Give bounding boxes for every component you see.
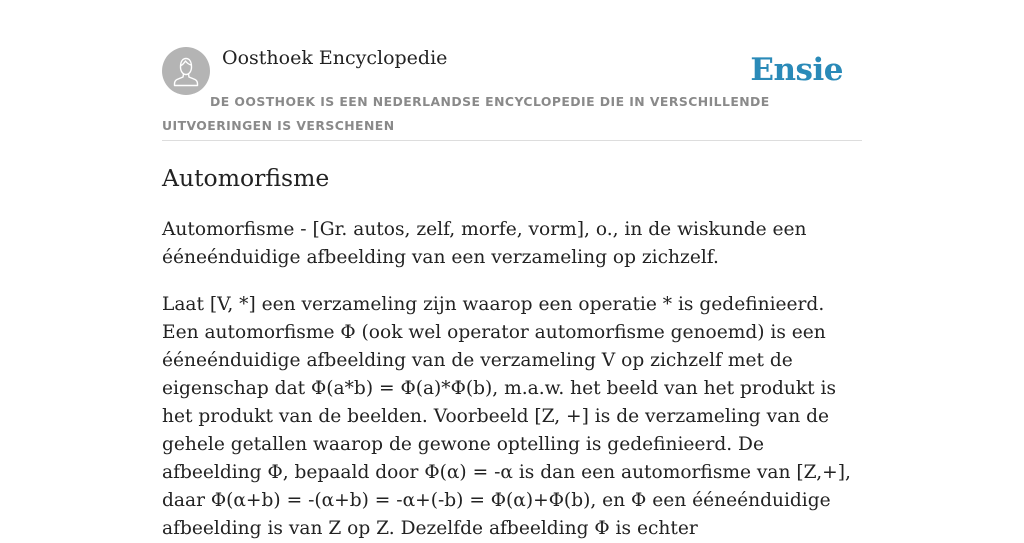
user-silhouette-icon[interactable] [162, 47, 210, 95]
site-name[interactable]: Oosthoek Encyclopedie [222, 47, 448, 69]
ensie-logo[interactable]: Ensie [750, 52, 843, 88]
article [162, 160, 864, 543]
site-tagline: DE OOSTHOEK IS EEN NEDERLANDSE ENCYCLOPEDIE DIE IN VERSCHILLENDE UITVOERINGEN IS VERSCHENEN [162, 94, 770, 133]
article-paragraph-2: Laat [V, *] een verzameling zijn waarop een operatie * is gedefinieerd. Een automorfisme Φ (ook wel operator automorfisme genoemd) is een ééneénduidige afbeelding van de verzameling V op zichzelf met de eigenschap dat Φ(a*b) = Φ(a)*Φ(b), m.a.w. het beeld van het produkt is het produkt van de beelden. Voorbeeld [Z, +] is de verzameling van de gehele getallen waarop de gewone optelling is gedefinieerd. De afbeelding Φ, bepaald door Φ(α) = -α is dan een automorfisme van [Z,+], daar Φ(α+b) = -(α+b) = -α+(-b) = Φ(α)+Φ(b), en Φ een ééneénduidige afbeelding is van Z op Z. Dezelfde afbeelding Φ is echter [162, 294, 851, 539]
site-header [162, 46, 862, 141]
article-paragraph-1: Automorfisme - [Gr. autos, zelf, morfe, vorm], o., in de wiskunde een ééneénduidige afbeelding van een verzameling op zichzelf. [162, 219, 807, 268]
article-title: Automorfisme [162, 164, 330, 192]
